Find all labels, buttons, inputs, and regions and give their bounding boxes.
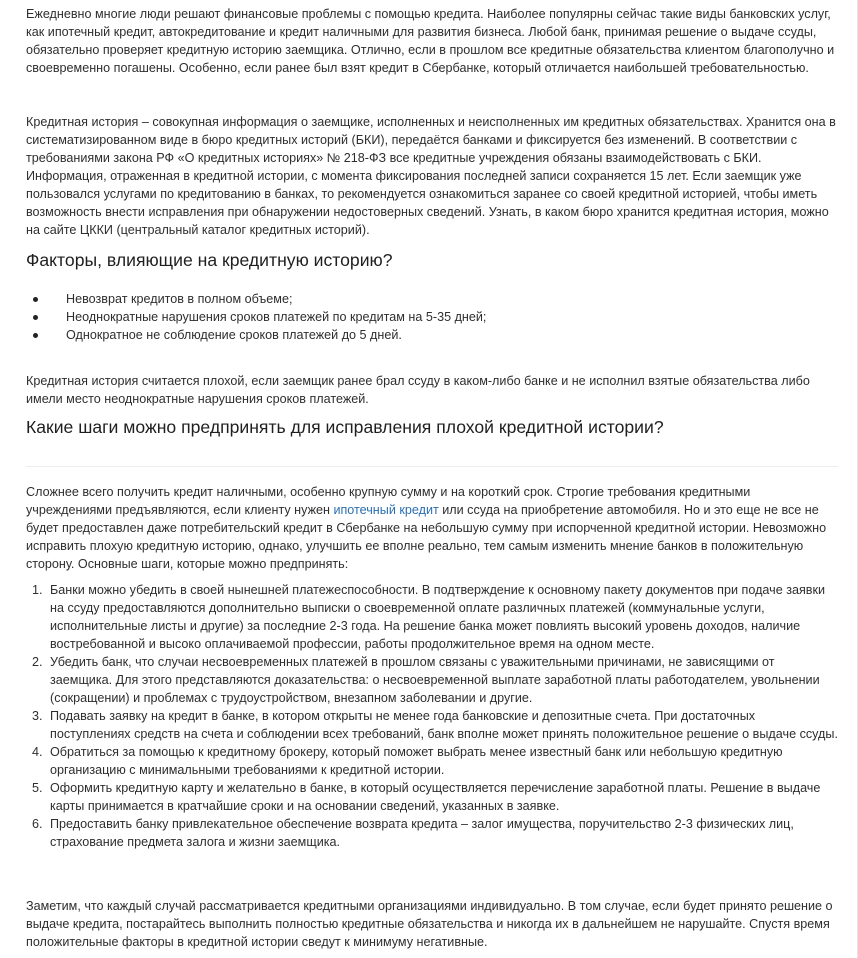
list-item-number: 5.	[32, 781, 43, 795]
factors-heading: Факторы, влияющие на кредитную историю?	[26, 250, 393, 270]
intro-paragraph: Ежедневно многие люди решают финансовые проблемы с помощью кредита. Наиболее популярны сейчас такие виды банковских услуг, как ипотечный кредит, автокредитование и кредит наличными для развития бизнеса. Любой банк, принимая решение о выдаче ссуды, обязательно проверяет кредитную историю заемщика. Отлично, если в прошлом все кредитные обязательства клиентом благополучно и своевременно погашены. Особенно, если ранее был взят кредит в Сбербанке, который отличается наибольшей требовательностью.	[26, 7, 835, 75]
list-item-number: 2.	[32, 655, 43, 669]
list-item	[26, 581, 838, 653]
bad-history-paragraph: Кредитная история считается плохой, если заемщик ранее брал ссуду в каком-либо банке и не исполнил взятые обязательства либо имели место неоднократные нарушения сроков платежей.	[26, 374, 810, 406]
list-item-number: 1.	[32, 583, 43, 597]
bullet-icon	[33, 297, 38, 302]
list-item-text: Невозврат кредитов в полном объеме;	[66, 292, 293, 306]
bullet-icon	[33, 315, 38, 320]
bullet-icon	[33, 333, 38, 338]
list-item	[26, 743, 838, 779]
definition-paragraph: Кредитная история – совокупная информация о заемщике, исполненных и неисполненных им кредитных обязательствах. Хранится она в систематизированном виде в бюро кредитных историй (БКИ), передаётся банками и фиксируется без изменений. В соответствии с требованиями закона РФ «О кредитных историях» № 218-ФЗ все кредитные учреждения обязаны взаимодействовать с БКИ. Информация, отраженная в кредитной истории, с момента фиксирования последней записи сохраняется 15 лет. Если заемщик уже пользовался услугами по кредитованию в банках, то рекомендуется ознакомиться заранее со своей кредитной историей, чтобы иметь возможность внести исправления при обнаружении недостоверных сведений. Узнать, в каком бюро хранится кредитная история, можно на сайте ЦККИ (центральный каталог кредитных историй).	[26, 115, 836, 237]
steps-intro-text-before: Сложнее всего получить кредит наличными, особенно крупную сумму и на короткий срок. Строгие требования кредитными учреждениями предъявляются, если клиенту нужен	[26, 485, 751, 517]
list-item-text: Подавать заявку на кредит в банке, в котором открыты не менее года банковские и депозитные счета. При достаточных поступлениях средств на счета и соблюдении всех требований, банк вполне может принять положительное решение о выдаче ссуды.	[50, 709, 838, 741]
list-item	[26, 707, 838, 743]
factors-list	[26, 290, 486, 344]
list-item-text: Обратиться за помощью к кредитному брокеру, который поможет выбрать менее известный банк или небольшую кредитную организацию с минимальными требованиями к кредитной истории.	[50, 745, 783, 777]
list-item-text: Неоднократные нарушения сроков платежей по кредитам на 5-35 дней;	[66, 310, 487, 324]
list-item-text: Предоставить банку привлекательное обеспечение возврата кредита – залог имущества, поручительство 2-3 физических лиц, страхование предмета залога и жизни заемщика.	[50, 817, 794, 849]
list-item	[26, 290, 486, 308]
mortgage-credit-link[interactable]: ипотечный кредит	[333, 503, 439, 517]
steps-list	[26, 581, 838, 851]
list-item	[26, 326, 486, 344]
section-divider	[26, 466, 838, 467]
steps-intro-text-after: или ссуда на приобретение автомобиля. Но и это еще не все не будет предоставлен даже потребительский кредит в Сбербанке на небольшую сумму при испорченной кредитной истории. Невозможно исправить плохую кредитную историю, однако, улучшить ее вполне реально, тем самым изменить мнение банков в положительную сторону. Основные шаги, которые можно предпринять:	[26, 503, 827, 571]
list-item-text: Банки можно убедить в своей нынешней платежеспособности. В подтверждение к основному пакету документов при подаче заявки на ссуду предоставляются дополнительно выписки о своевременной оплате различных платежей (коммунальные услуги, исполнительные листы и другие) за последние 2-3 года. На решение банка может повлиять высокий уровень доходов, наличие востребованной и высоко оплачиваемой профессии, работы продолжительное время на одном месте.	[50, 583, 826, 651]
list-item	[26, 815, 838, 851]
list-item-number: 4.	[32, 745, 43, 759]
list-item-text: Однократное не соблюдение сроков платежей до 5 дней.	[66, 328, 402, 342]
conclusion-paragraph: Заметим, что каждый случай рассматривается кредитными организациями индивидуально. В том случае, если будет принято решение о выдаче кредита, постарайтесь выполнить полностью кредитные обязательства и никогда их в дальнейшем не нарушайте. Спустя время положительные факторы в кредитной истории сведут к минимуму негативные.	[26, 899, 833, 949]
steps-heading: Какие шаги можно предпринять для исправления плохой кредитной истории?	[26, 417, 664, 437]
list-item	[26, 308, 486, 326]
list-item-number: 6.	[32, 817, 43, 831]
list-item-number: 3.	[32, 709, 43, 723]
list-item	[26, 653, 838, 707]
list-item-text: Оформить кредитную карту и желательно в банке, в который осуществляется перечисление заработной платы. Решение в выдаче карты принимается в кратчайшие сроки и на основании сведений, указанных в заявке.	[50, 781, 821, 813]
list-item-text: Убедить банк, что случаи несвоевременных платежей в прошлом связаны с уважительными причинами, не зависящими от заемщика. Для этого представляются доказательства: о несвоевременной выплате заработной платы работодателем, увольнении (сокращении) и проблемах с трудоустройством, внезапном заболевании и другие.	[50, 655, 820, 705]
steps-intro-paragraph	[26, 483, 836, 573]
list-item	[26, 779, 838, 815]
